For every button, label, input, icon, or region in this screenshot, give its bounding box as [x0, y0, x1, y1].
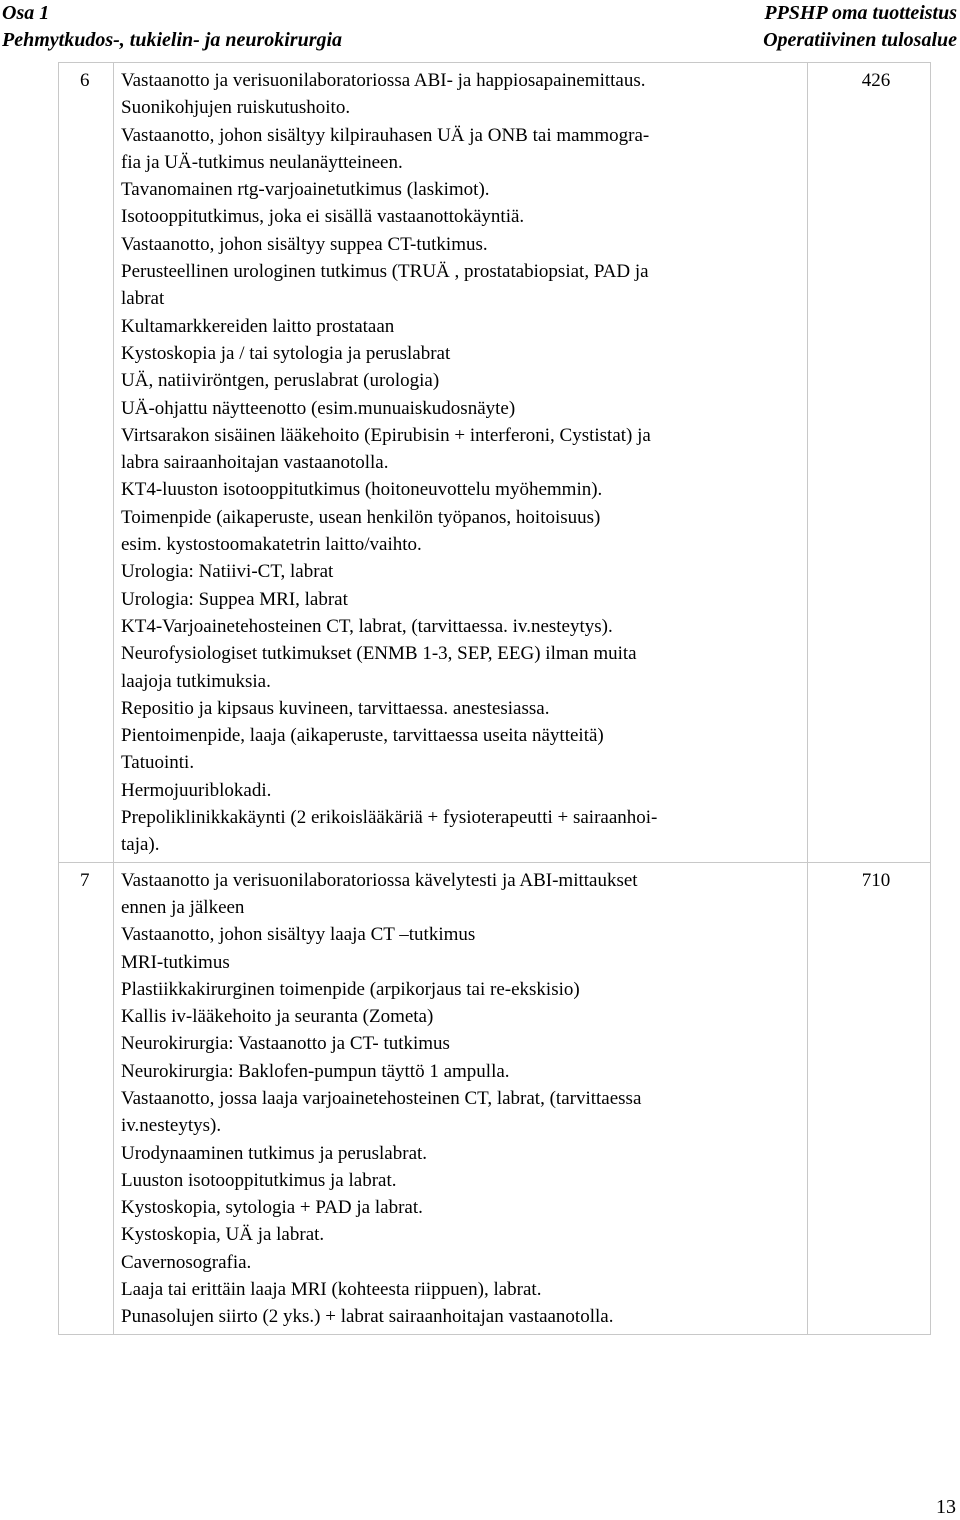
description-line: Repositio ja kipsaus kuvineen, tarvittaessa. anestesiassa. — [121, 697, 550, 719]
group-description — [114, 63, 808, 863]
description-line: Laaja tai erittäin laaja MRI (kohteesta riippuen), labrat. — [121, 1279, 542, 1301]
document-title: PPSHP oma tuotteistus — [764, 2, 957, 24]
description-line: Vastaanotto, johon sisältyy laaja CT –tutkimus — [121, 924, 476, 946]
group-description — [114, 862, 808, 1334]
description-line: Kallis iv-lääkehoito ja seuranta (Zometa) — [121, 1006, 434, 1028]
description-line: taja). — [121, 834, 160, 856]
description-line: Kultamarkkereiden laitto prostataan — [121, 315, 395, 337]
description-line: labra sairaanhoitajan vastaanotolla. — [121, 452, 389, 474]
description-line: Vastaanotto, johon sisältyy suppea CT-tutkimus. — [121, 233, 488, 255]
description-line: Kystoskopia ja / tai sytologia ja peruslabrat — [121, 342, 451, 364]
description-line: Vastaanotto, johon sisältyy kilpirauhasen UÄ ja ONB tai mammogra- — [121, 124, 650, 146]
description-line: Neurofysiologiset tutkimukset (ENMB 1-3, SEP, EEG) ilman muita — [121, 643, 637, 665]
description-line: Kystoskopia, sytologia + PAD ja labrat. — [121, 1197, 423, 1219]
description-line: Vastaanotto, jossa laaja varjoainetehosteinen CT, labrat, (tarvittaessa — [121, 1087, 642, 1109]
description-line: KT4-luuston isotooppitutkimus (hoitoneuvottelu myöhemmin). — [121, 479, 603, 501]
group-price: 710 — [808, 862, 931, 1334]
section-subtitle: Pehmytkudos-, tukielin- ja neurokirurgia — [2, 29, 343, 51]
description-line: Luuston isotooppitutkimus ja labrat. — [121, 1169, 397, 1191]
description-line: fia ja UÄ-tutkimus neulanäytteineen. — [121, 151, 403, 173]
description-line: Neurokirurgia: Baklofen-pumpun täyttö 1 ampulla. — [121, 1060, 510, 1082]
description-line: Plastiikkakirurginen toimenpide (arpikorjaus tai re-ekskisio) — [121, 978, 580, 1000]
section-title: Osa 1 — [2, 2, 50, 24]
description-line: Kystoskopia, UÄ ja labrat. — [121, 1224, 325, 1246]
description-line: Punasolujen siirto (2 yks.) + labrat sairaanhoitajan vastaanotolla. — [121, 1306, 614, 1328]
product-group-table — [58, 62, 931, 1335]
description-line: Tatuointi. — [121, 752, 195, 774]
group-number: 6 — [59, 63, 114, 863]
header-left — [2, 0, 342, 54]
description-line: labrat — [121, 288, 165, 310]
description-line: ennen ja jälkeen — [121, 896, 245, 918]
table-body — [59, 63, 931, 1335]
table-row — [59, 63, 931, 863]
description-line: Virtsarakon sisäinen lääkehoito (Epirubisin + interferoni, Cystistat) ja — [121, 424, 651, 446]
page-number: 13 — [936, 1496, 956, 1518]
group-price: 426 — [808, 63, 931, 863]
description-line: Perusteellinen urologinen tutkimus (TRUÄ , prostatabiopsiat, PAD ja — [121, 261, 649, 283]
description-line: Cavernosografia. — [121, 1251, 252, 1273]
description-line: Urologia: Suppea MRI, labrat — [121, 588, 348, 610]
description-line: Pientoimenpide, laaja (aikaperuste, tarvittaessa useita näytteitä) — [121, 725, 604, 747]
description-line: iv.nesteytys). — [121, 1115, 222, 1137]
description-line: Tavanomainen rtg-varjoainetutkimus (laskimot). — [121, 179, 490, 201]
description-line: Suonikohjujen ruiskutushoito. — [121, 97, 351, 119]
description-line: laajoja tutkimuksia. — [121, 670, 271, 692]
description-line: Urologia: Natiivi-CT, labrat — [121, 561, 334, 583]
description-line: Isotooppitutkimus, joka ei sisällä vastaanottokäyntiä. — [121, 206, 525, 228]
description-line: Hermojuuriblokadi. — [121, 779, 272, 801]
description-line: Urodynaaminen tutkimus ja peruslabrat. — [121, 1142, 428, 1164]
description-line: Vastaanotto ja verisuonilaboratoriossa kävelytesti ja ABI-mittaukset — [121, 869, 638, 891]
description-line: Vastaanotto ja verisuonilaboratoriossa ABI- ja happiosapainemittaus. — [121, 70, 646, 91]
description-line: KT4-Varjoainetehosteinen CT, labrat, (tarvittaessa. iv.nesteytys). — [121, 615, 613, 637]
table-row — [59, 862, 931, 1334]
description-line: MRI-tutkimus — [121, 951, 230, 973]
description-line: Prepoliklinikkakäynti (2 erikoislääkäriä + fysioterapeutti + sairaanhoi- — [121, 807, 658, 829]
document-subtitle: Operatiivinen tulosalue — [763, 29, 957, 51]
header-right — [763, 0, 957, 54]
description-line: Neurokirurgia: Vastaanotto ja CT- tutkimus — [121, 1033, 450, 1055]
description-line: Toimenpide (aikaperuste, usean henkilön työpanos, hoitoisuus) — [121, 506, 601, 528]
description-line: UÄ-ohjattu näytteenotto (esim.munuaiskudosnäyte) — [121, 397, 516, 419]
group-number: 7 — [59, 862, 114, 1334]
description-line: esim. kystostoomakatetrin laitto/vaihto. — [121, 534, 422, 556]
description-line: UÄ, natiiviröntgen, peruslabrat (urologia) — [121, 370, 440, 392]
